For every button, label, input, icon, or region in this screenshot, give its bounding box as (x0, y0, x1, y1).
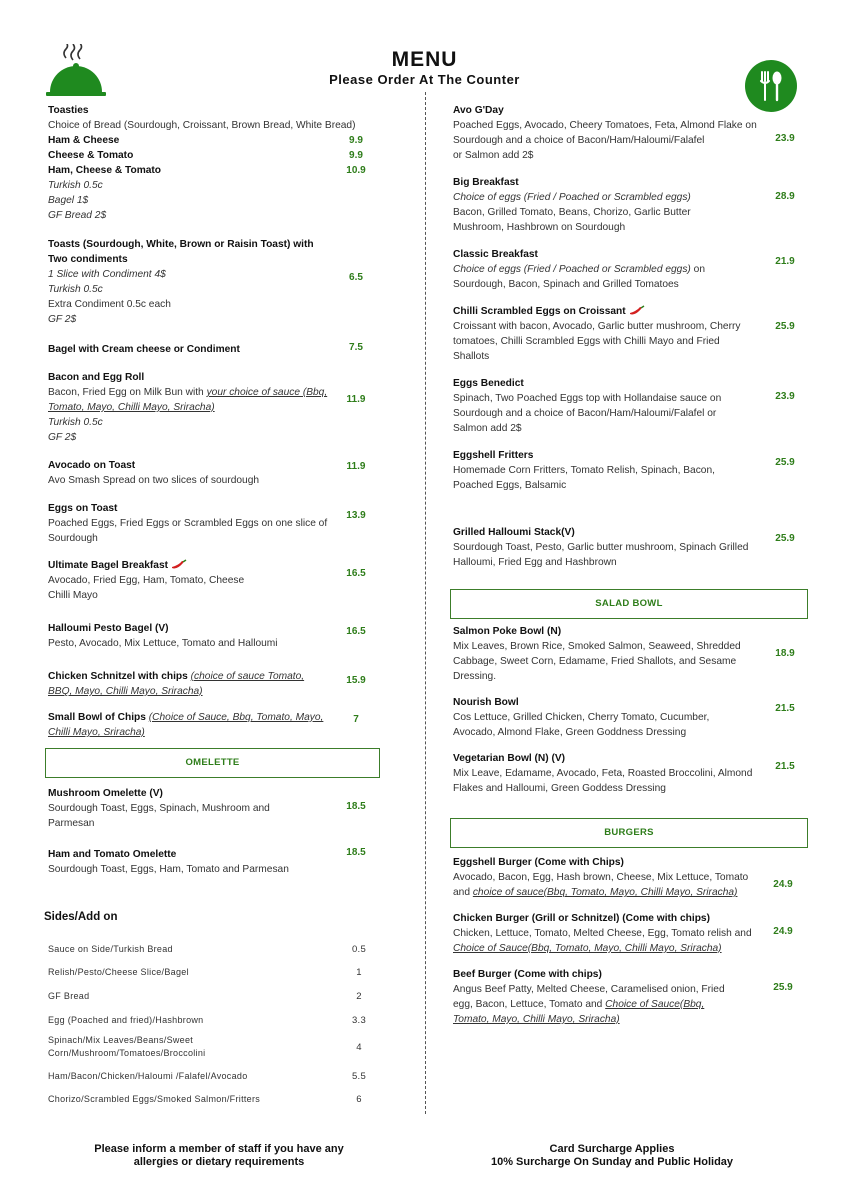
sides-title: Sides/Add on (44, 911, 118, 923)
toasties-item (48, 103, 378, 223)
price: 24.9 (773, 879, 793, 890)
item-title: Toasties (48, 105, 89, 116)
menu-header (0, 48, 849, 88)
side-row (48, 943, 378, 966)
side-row (48, 966, 378, 990)
menu-line (48, 148, 378, 163)
sauce-choice: Choice of Sauce(Bbq, Tomato, Mayo, Chilli Mayo, Sriracha) (453, 943, 722, 954)
right-column (453, 103, 809, 583)
item-title: Bacon and Egg Roll (48, 372, 145, 383)
price: 9.9 (349, 135, 363, 146)
ultimate-bagel-item (48, 558, 378, 603)
mushroom-omelette-item (48, 786, 378, 831)
line-label: Ham, Cheese & Tomato (48, 165, 162, 176)
price: 13.9 (346, 510, 366, 521)
item-desc: Cos Lettuce, Grilled Chicken, Cherry Tomato, Cucumber, Avocado, Almond Flake, Green Goddness Dressing (453, 712, 710, 738)
eggs-toast-item (48, 501, 378, 546)
allergy-line: Please inform a member of staff if you have any (94, 1143, 344, 1155)
item-title: Small Bowl of Chips (48, 712, 149, 723)
desc-text: Chicken, Lettuce, Tomato, Melted Cheese, Egg, Tomato relish and (453, 928, 752, 939)
item-desc: Choice of eggs (Fried / Poached or Scrambled eggs) (453, 192, 691, 203)
price: 24.9 (773, 926, 793, 937)
toasts-item (48, 237, 378, 327)
item-desc: Turkish 0.5c (48, 284, 103, 295)
item-desc: Choice of Bread (Sourdough, Croissant, Brown Bread, White Bread) (48, 120, 356, 131)
price: 23.9 (775, 133, 795, 144)
item-desc (453, 870, 753, 900)
item-title (48, 558, 378, 573)
item-title: Toasts (Sourdough, White, Brown or Raisin Toast) with Two condiments (48, 239, 314, 265)
side-label: GF Bread (48, 991, 90, 1001)
item-desc: Chilli Mayo (48, 590, 98, 601)
item-desc (453, 926, 753, 956)
item-desc: GF 2$ (48, 432, 77, 443)
beef-burger-item (453, 967, 809, 1027)
salmon-poke-item (453, 624, 809, 684)
side-row (48, 1093, 378, 1113)
item-desc: GF 2$ (48, 314, 77, 325)
item-title: Beef Burger (Come with chips) (453, 969, 602, 980)
desc-text: on Sourdough, Bacon, Spinach and Grilled Tomatoes (453, 264, 706, 290)
item-title: Salmon Poke Bowl (N) (453, 626, 562, 637)
item-desc: Bacon, Grilled Tomato, Beans, Chorizo, Garlic Butter Mushroom, Hashbrown on Sourdough (453, 207, 691, 233)
price: 25.9 (775, 321, 795, 332)
item-title: Chicken Burger (Grill or Schnitzel) (Come with chips) (453, 913, 710, 924)
price: 18.5 (346, 847, 366, 858)
item-title: Ham and Tomato Omelette (48, 849, 177, 860)
allergy-line: allergies or dietary requirements (133, 1156, 305, 1168)
item-title: Classic Breakfast (453, 249, 538, 260)
desc-text: Bacon, Fried Egg on Milk Bun with (48, 387, 207, 398)
desc-text: Avocado, Bacon, Egg, Hash brown, Cheese, Mix Lettuce, Tomato and (453, 872, 749, 898)
side-label: Chorizo/Scrambled Eggs/Smoked Salmon/Fritters (48, 1094, 261, 1104)
item-title: Avocado on Toast (48, 460, 136, 471)
item-desc: Sourdough Toast, Eggs, Ham, Tomato and Parmesan (48, 864, 289, 875)
item-desc: Sourdough Toast, Eggs, Spinach, Mushroom and Parmesan (48, 803, 270, 829)
item-desc: Spinach, Two Poached Eggs top with Hollandaise sauce on Sourdough and a choice of Bacon/Ham/Haloumi/Falafel or Salmon add 2$ (453, 393, 722, 434)
item-title: Mushroom Omelette (V) (48, 788, 163, 799)
sauce-choice: (Choice of Sauce, Bbq, Tomato, Mayo, Chilli Mayo, Sriracha) (48, 712, 324, 738)
price: 21.5 (775, 703, 795, 714)
side-price: 3.3 (351, 1015, 367, 1026)
salad-column (453, 624, 809, 809)
item-desc: Mix Leave, Edamame, Avocado, Feta, Roasted Broccolini, Almond Flakes and Halloumi, Green Goddess Dressing (453, 768, 753, 794)
item-title: Grilled Halloumi Stack(V) (453, 527, 575, 538)
item-desc: Sourdough Toast, Pesto, Garlic butter mushroom, Spinach Grilled Halloumi, Fried Egg and Hashbrown (453, 542, 749, 568)
line-label: Cheese & Tomato (48, 150, 134, 161)
sauce-choice: (choice of sauce Tomato, BBQ, Mayo, Chilli Mayo, Sriracha) (48, 671, 305, 697)
price: 16.5 (346, 568, 366, 579)
item-title: Eggshell Burger (Come with Chips) (453, 857, 624, 868)
egg-choice: Choice of eggs (Fried / Poached or Scrambled eggs) (453, 264, 691, 275)
price: 18.5 (346, 801, 366, 812)
line-label: Ham & Cheese (48, 135, 120, 146)
side-price: 0.5 (351, 944, 367, 955)
sauce-choice: Choice of Sauce(Bbq, Tomato, Mayo, Chilli Mayo, Sriracha) (453, 999, 705, 1025)
side-price: 1 (356, 967, 362, 978)
column-divider (425, 92, 426, 1114)
item-title: Halloumi Pesto Bagel (V) (48, 623, 169, 634)
sauce-choice: choice of sauce(Bbq, Tomato, Mayo, Chilli Mayo, Sriracha) (472, 887, 738, 898)
eggshell-fritters-item (453, 448, 809, 493)
sides-list (48, 943, 378, 1113)
price: 6.5 (349, 272, 363, 283)
side-price: 5.5 (351, 1071, 367, 1082)
halloumi-bagel-item (48, 621, 378, 651)
vegetarian-bowl-item (453, 751, 809, 796)
omelette-section-header: OMELETTE (45, 748, 380, 778)
chips-item (48, 710, 378, 740)
price: 10.9 (346, 165, 366, 176)
item-desc (453, 262, 758, 292)
item-title: Eggs on Toast (48, 503, 118, 514)
item-title: Vegetarian Bowl (N) (V) (453, 753, 566, 764)
price: 7 (353, 714, 359, 725)
menu-line (48, 163, 378, 178)
eggshell-burger-item (453, 855, 809, 900)
burgers-section-header: BURGERS (450, 818, 808, 848)
item-title: Chicken Schnitzel with chips (48, 671, 191, 682)
nourish-bowl-item (453, 695, 809, 740)
omelette-column (48, 786, 378, 890)
surcharge-line: Card Surcharge Applies (549, 1143, 675, 1155)
price: 28.9 (775, 191, 795, 202)
item-desc: Poached Eggs, Avocado, Cheery Tomatoes, Feta, Almond Flake on Sourdough and a choice of Bacon/Ham/Haloumi/Falafel (453, 120, 757, 146)
eggs-benedict-item (453, 376, 809, 436)
side-label: Egg (Poached and fried)/Hashbrown (48, 1015, 204, 1025)
allergy-notice (60, 1143, 378, 1169)
item-desc (48, 710, 333, 740)
item-desc (453, 982, 743, 1027)
side-row (48, 990, 378, 1014)
big-breakfast-item (453, 175, 809, 235)
classic-breakfast-item (453, 247, 809, 292)
schnitzel-item (48, 669, 378, 699)
item-desc: Avocado, Fried Egg, Ham, Tomato, Cheese (48, 575, 245, 586)
price: 11.9 (346, 461, 366, 472)
salad-section-header: SALAD BOWL (450, 589, 808, 619)
item-desc: Croissant with bacon, Avocado, Garlic butter mushroom, Cherry tomatoes, Chilli Scrambled Eggs with Chilli Mayo and Fried Shallots (453, 321, 741, 362)
item-desc (48, 669, 328, 699)
price: 18.9 (775, 648, 795, 659)
side-row (48, 1014, 378, 1034)
side-label: Ham/Bacon/Chicken/Haloumi /Falafel/Avocado (48, 1071, 248, 1081)
side-label: Spinach/Mix Leaves/Beans/Sweet Corn/Mushroom/Tomatoes/Broccolini (48, 1035, 206, 1058)
price: 21.9 (775, 256, 795, 267)
halloumi-stack-item (453, 525, 809, 570)
chilli-icon (629, 305, 645, 317)
side-price: 6 (356, 1094, 362, 1105)
ham-omelette-item (48, 847, 378, 877)
item-title (453, 304, 809, 319)
item-desc: Pesto, Avocado, Mix Lettuce, Tomato and Halloumi (48, 638, 278, 649)
item-desc: Mix Leaves, Brown Rice, Smoked Salmon, Seaweed, Shredded Cabbage, Sweet Corn, Edamame, Fried Shallots, and Sesame Dressing. (453, 641, 741, 682)
side-label: Relish/Pesto/Cheese Slice/Bagel (48, 967, 189, 977)
left-column (48, 103, 378, 753)
price: 16.5 (346, 626, 366, 637)
chicken-burger-item (453, 911, 809, 956)
menu-line (48, 133, 378, 148)
page-title: MENU (391, 48, 458, 71)
chilli-icon (171, 559, 187, 571)
price: 11.9 (346, 394, 366, 405)
price: 25.9 (775, 457, 795, 468)
price: 21.5 (775, 761, 795, 772)
item-desc: 1 Slice with Condiment 4$ (48, 269, 166, 280)
item-desc (48, 385, 328, 415)
cloche-icon (44, 44, 112, 102)
price: 7.5 (349, 342, 363, 353)
price: 25.9 (775, 533, 795, 544)
side-price: 4 (356, 1042, 362, 1053)
price: 9.9 (349, 150, 363, 161)
side-row (48, 1034, 378, 1070)
title-text: Chilli Scrambled Eggs on Croissant (453, 306, 626, 317)
item-desc: Turkish 0.5c (48, 417, 103, 428)
surcharge-line: 10% Surcharge On Sunday and Public Holiday (490, 1156, 734, 1168)
bacon-roll-item (48, 370, 378, 445)
extra-line: Bagel 1$ (48, 195, 89, 206)
page-subtitle: Please Order At The Counter (329, 72, 520, 87)
item-title: Big Breakfast (453, 177, 519, 188)
item-title: Eggs Benedict (453, 378, 524, 389)
sauce-choice: your choice of sauce (Bbq, Tomato, Mayo, Chilli Mayo, Sriracha) (48, 387, 328, 413)
chilli-croissant-item (453, 304, 809, 364)
surcharge-notice (452, 1143, 772, 1169)
item-desc: Poached Eggs, Fried Eggs or Scrambled Eggs on one slice of Sourdough (48, 518, 328, 544)
price: 23.9 (775, 391, 795, 402)
extra-line: GF Bread 2$ (48, 210, 107, 221)
avocado-toast-item (48, 458, 378, 488)
side-price: 2 (356, 991, 362, 1002)
price: 25.9 (773, 982, 793, 993)
item-desc: Extra Condiment 0.5c each (48, 299, 171, 310)
side-label: Sauce on Side/Turkish Bread (48, 944, 173, 954)
item-title: Eggshell Fritters (453, 450, 534, 461)
item-desc: Homemade Corn Fritters, Tomato Relish, Spinach, Bacon, Poached Eggs, Balsamic (453, 465, 715, 491)
bagel-item (48, 342, 378, 357)
side-row (48, 1070, 378, 1093)
item-title: Nourish Bowl (453, 697, 519, 708)
avo-gday-item (453, 103, 809, 163)
item-title: Bagel with Cream cheese or Condiment (48, 344, 240, 355)
item-title: Avo G'Day (453, 105, 504, 116)
item-desc: or Salmon add 2$ (453, 150, 534, 161)
desc-text: Angus Beef Patty, Melted Cheese, Caramelised onion, Fried egg, Bacon, Lettuce, Tomato and (453, 984, 725, 1010)
item-desc: Avo Smash Spread on two slices of sourdough (48, 475, 260, 486)
burgers-column (453, 855, 809, 1040)
title-text: Ultimate Bagel Breakfast (48, 560, 169, 571)
price: 15.9 (346, 675, 366, 686)
extra-line: Turkish 0.5c (48, 180, 103, 191)
